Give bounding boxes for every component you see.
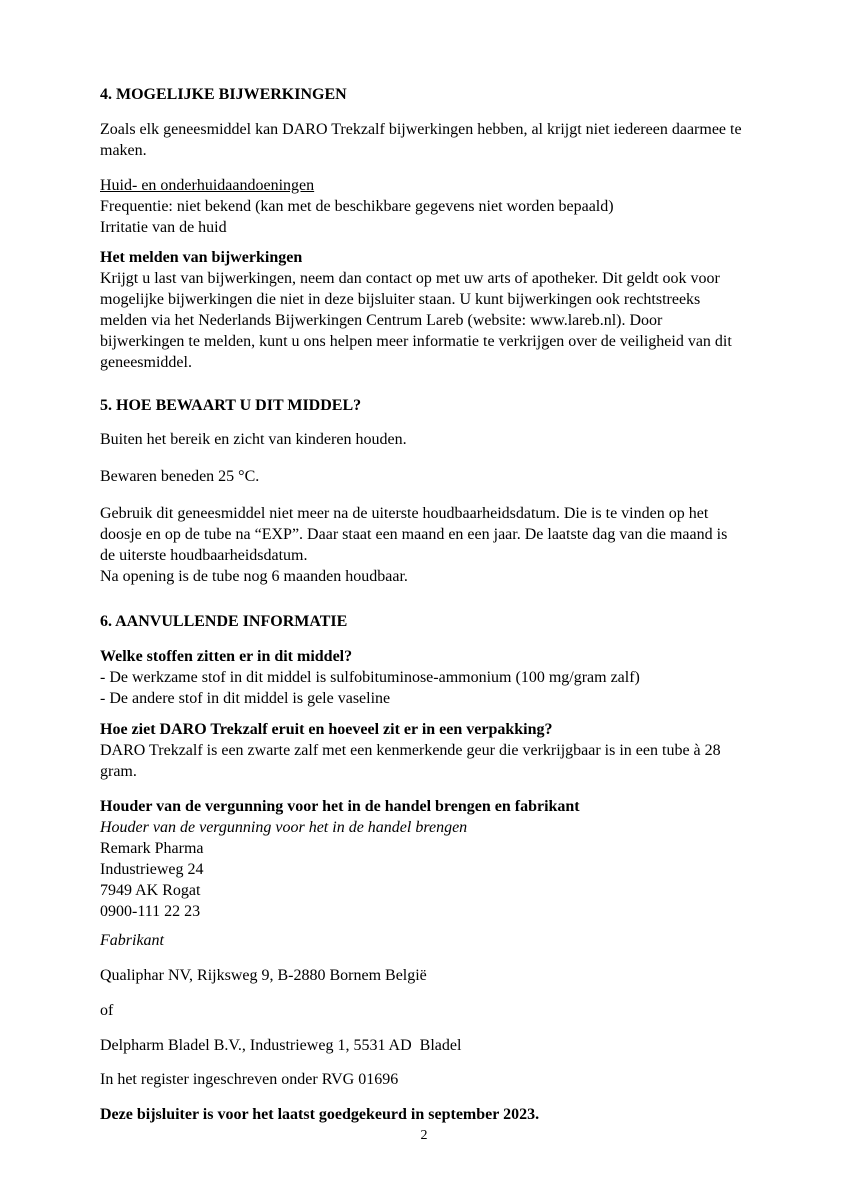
section6-holder-city-line: 7949 AK Rogat [100, 882, 201, 899]
section6-holder-name-line: Remark Pharma [100, 840, 204, 857]
section6-composition-subheading: Welke stoffen zitten er in dit middel? [100, 648, 353, 665]
section6-active-substance-line: - De werkzame stof in dit middel is sulfobituminose-ammonium (100 mg/gram zalf) [100, 669, 640, 686]
section5-storage-line: Bewaren beneden 25 °C. [100, 468, 260, 485]
section4-reporting-text: Krijgt u last van bijwerkingen, neem dan contact op met uw arts of apotheker. Dit geldt ook voor mogelijke bijwerkingen die niet in deze bijsluiter staan. U kunt bijwerkingen ook rechtstreeks melden via het Nederlands Bijwerkingen Centrum Lareb (website: www.lareb.nl). Door bijwerkingen te melden, kunt u ons helpen meer informatie te verkrijgen over de veiligheid van dit geneesmiddel. [100, 270, 736, 371]
section5-children-line: Buiten het bereik en zicht van kinderen houden. [100, 431, 407, 448]
section6-appearance-subheading: Hoe ziet DARO Trekzalf eruit en hoeveel zit er in een verpakking? [100, 721, 553, 738]
section6-or-line: of [100, 1002, 114, 1019]
section4-reporting-subheading: Het melden van bijwerkingen [100, 249, 303, 266]
section6-holder-street-line: Industrieweg 24 [100, 861, 204, 878]
section6-holder-phone-line: 0900-111 22 23 [100, 903, 201, 920]
section4-skin-subheading: Huid- en onderhuidaandoeningen [100, 177, 315, 194]
section6-heading: 6. AANVULLENDE INFORMATIE [100, 613, 348, 630]
section4-frequency-line: Frequentie: niet bekend (kan met de beschikbare gegevens niet worden bepaald) [100, 198, 614, 215]
section6-manufacturer-subheading: Fabrikant [100, 932, 164, 949]
section6-manufacturer-2-line: Delpharm Bladel B.V., Industrieweg 1, 5531 AD Bladel [100, 1037, 462, 1054]
section6-register-line: In het register ingeschreven onder RVG 01696 [100, 1071, 399, 1088]
section4-heading: 4. MOGELIJKE BIJWERKINGEN [100, 86, 347, 103]
page-number: 2 [420, 1128, 428, 1143]
section6-other-substance-line: - De andere stof in dit middel is gele vaseline [100, 690, 391, 707]
section6-manufacturer-1-line: Qualiphar NV, Rijksweg 9, B-2880 Bornem België [100, 967, 427, 984]
section4-irritation-line: Irritatie van de huid [100, 219, 227, 236]
leaflet-content [100, 84, 745, 1125]
section5-after-opening-line: Na opening is de tube nog 6 maanden houdbaar. [100, 568, 408, 585]
section6-approval-line: Deze bijsluiter is voor het laatst goedgekeurd in september 2023. [100, 1106, 540, 1123]
section4-intro: Zoals elk geneesmiddel kan DARO Trekzalf bijwerkingen hebben, al krijgt niet iedereen daarmee te maken. [100, 121, 746, 159]
section6-holder-role-line: Houder van de vergunning voor het in de handel brengen [100, 819, 468, 836]
section6-holder-subheading: Houder van de vergunning voor het in de handel brengen en fabrikant [100, 798, 580, 815]
section5-expiry-text: Gebruik dit geneesmiddel niet meer na de uiterste houdbaarheidsdatum. Die is te vinden op het doosje en op de tube na “EXP”. Daar staat een maand en een jaar. De laatste dag van die maand is de uiterste houdbaarheidsdatum. [100, 505, 732, 564]
section5-heading: 5. HOE BEWAART U DIT MIDDEL? [100, 397, 362, 414]
section6-appearance-text: DARO Trekzalf is een zwarte zalf met een kenmerkende geur die verkrijgbaar is in een tube à 28 gram. [100, 742, 725, 780]
